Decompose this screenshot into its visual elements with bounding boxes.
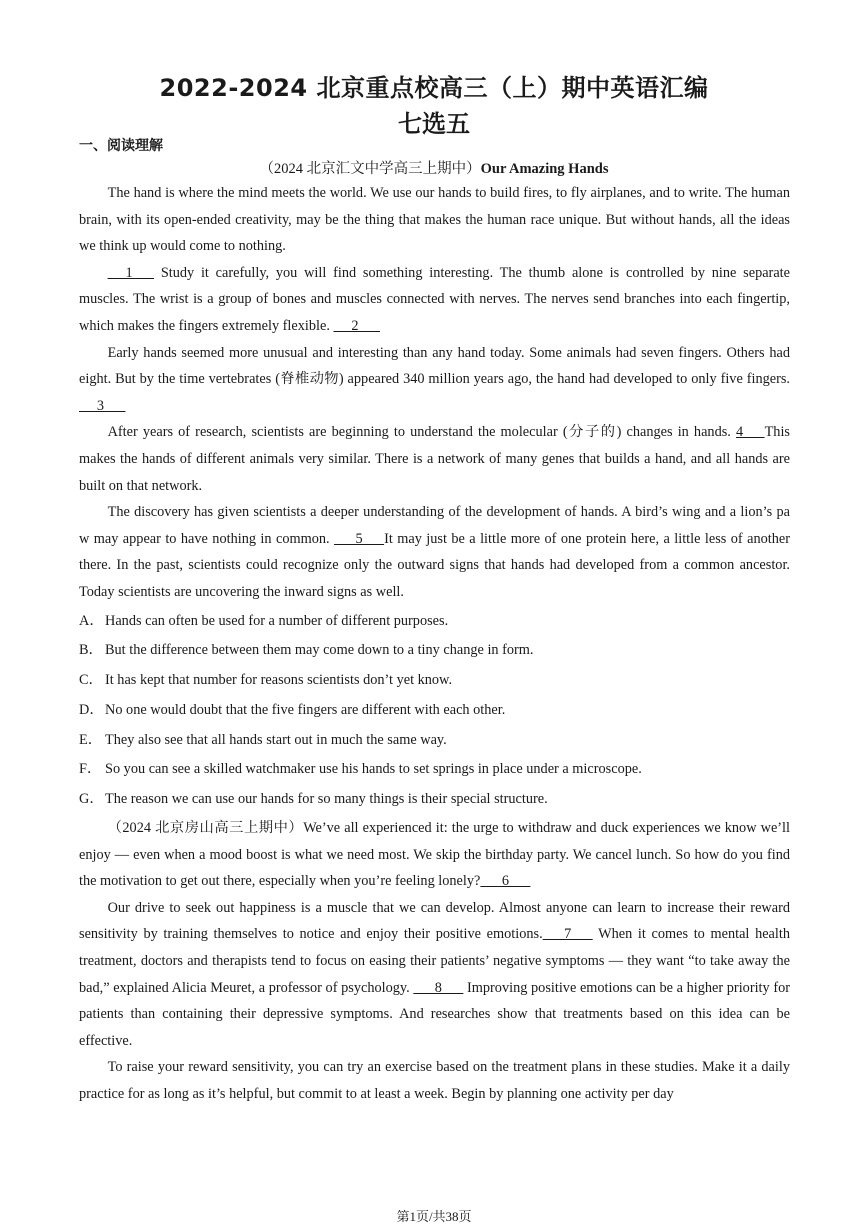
passage1-heading [0, 157, 868, 178]
document-subtitle: 七选五 [398, 110, 470, 138]
blank-2: 2 [333, 317, 380, 334]
passage1-title: Our Amazing Hands [480, 161, 609, 177]
passage2-paragraph-1: （2024 北京房山高三上期中）We’ve all experienced it: the urge to withdraw and duck experiences we know we’ll enjoy — even when a mood boost is what we need most. We skip the birthday party. We cancel lunch. So how do you find the motivation to get out there, especially when you’re feeling lonely? 6 [79, 815, 790, 895]
blank-3: 3 [79, 397, 126, 414]
passage1-paragraph-2: 1 Study it carefully, you will find something interesting. The thumb alone is controlled by nine separate muscles. The wrist is a group of bones and muscles connected with nerves. The nerves send branches into each fingertip, which makes the fingers extremely flexible. 2 [79, 260, 790, 340]
section-heading: 一、阅读理解 [79, 138, 163, 154]
passage-body [79, 180, 790, 1108]
blank-8: 8 [413, 979, 464, 996]
passage1-paragraph-3: Early hands seemed more unusual and interesting than any hand today. Some animals had seven fingers. Others had eight. But by the time vertebrates (脊椎动物) appeared 340 million years ago, the hand had developed to only five fingers. 3 [79, 340, 790, 420]
option-c: C． It has kept that number for reasons scientists don’t yet know. [79, 672, 453, 689]
passage1-paragraph-5: The discovery has given scientists a deeper understanding of the development of hands. A bird’s wing and a lion’s pa w may appear to have nothing in common. 5 It may just be a little more of one protein here, a little less of another there. In the past, scientists could recognize only the outward signs that hands had developed from a common ancestor. Today scientists are uncovering the inward signs as well. [79, 504, 790, 600]
option-g: G．The reason we can use our hands for so many things is their special structure. [79, 791, 548, 808]
document-title: 2022-2024 北京重点校高三（上）期中英语汇编 [159, 74, 709, 102]
option-e: E． They also see that all hands start out in much the same way. [79, 731, 447, 748]
option-f: F． So you can see a skilled watchmaker use his hands to set springs in place under a microscope. [79, 761, 642, 778]
options-list [79, 607, 790, 816]
passage2-paragraph-3: To raise your reward sensitivity, you can try an exercise based on the treatment plans in these studies. Make it a daily practice for as long as it’s helpful, but commit to at least a week. Begin by planning one activity per day [79, 1059, 790, 1103]
passage2-paragraph-2: Our drive to seek out happiness is a muscle that we can develop. Almost anyone can learn to increase their reward sensitivity by training themselves to notice and enjoy their positive emotions. 7 When it comes to mental health treatment, doctors and therapists tend to focus on easing their patients’ negative symptoms — they want “to take away the bad,” explained Alicia Meuret, a professor of psychology. 8 Improving positive emotions can be a higher priority for patients than containing their depressive symptoms. And researches show that treatments based on this idea can be effective. [79, 899, 790, 1049]
blank-7: 7 [542, 926, 593, 943]
blank-1: 1 [107, 264, 155, 281]
passage1-paragraph-1: The hand is where the mind meets the world. We use our hands to build fires, to fly airplanes, and to write. The human brain, with its open-ended creativity, may be the thing that makes the human race unique. But without hands, all the ideas we think up would come to nothing. [79, 185, 790, 255]
option-d: D．No one would doubt that the five fingers are different with each other. [79, 701, 506, 718]
blank-6: 6 [480, 873, 531, 890]
passage1-source: （2024 北京汇文中学高三上期中） [259, 161, 481, 177]
option-a: A．Hands can often be used for a number of different purposes. [79, 612, 449, 629]
page-number: 第1页/共38页 [396, 1209, 472, 1224]
passage1-paragraph-4: After years of research, scientists are beginning to understand the molecular (分子的) changes in hands. 4 This makes the hands of different animals very similar. There is a network of many genes that builds a hand, and all hands are built on that network. [79, 419, 790, 499]
blank-5: 5 [334, 530, 385, 547]
blank-4: 4 [735, 424, 765, 441]
option-b: B． But the difference between them may come down to a tiny change in form. [79, 642, 534, 659]
